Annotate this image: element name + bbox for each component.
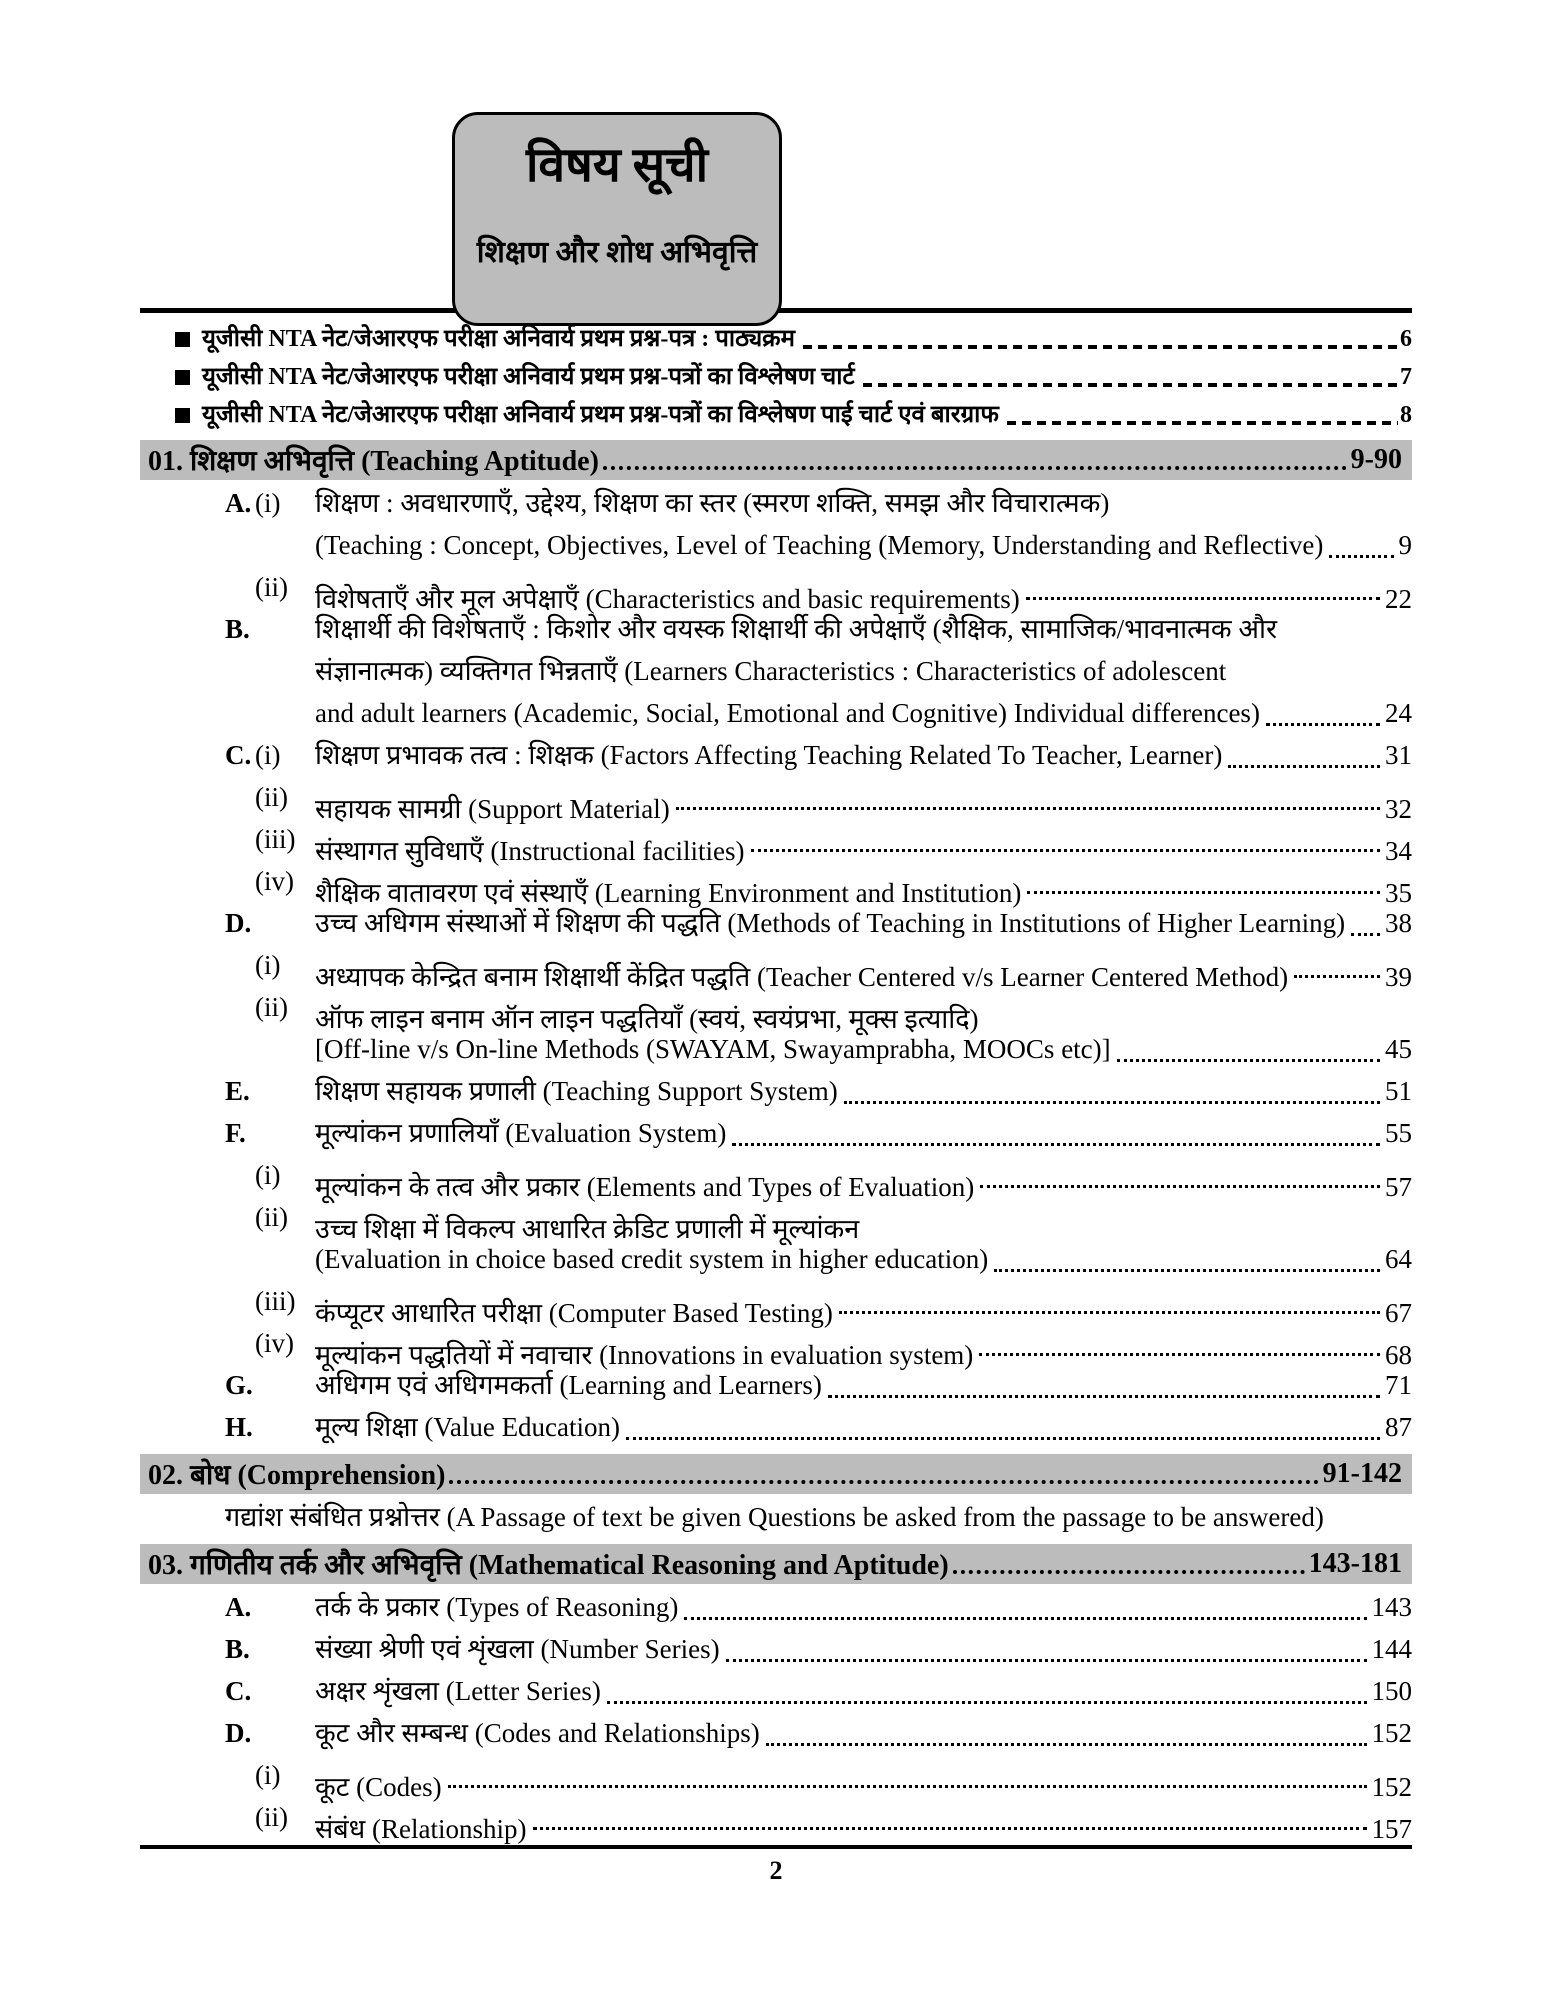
page-ref: 144	[1371, 1634, 1412, 1664]
dot-leader	[844, 1101, 1380, 1104]
item-label-letter	[225, 1280, 255, 1322]
section-page-range: 143-181	[1308, 1548, 1402, 1579]
dash-leader	[863, 383, 1398, 387]
item-label	[225, 1070, 315, 1112]
dot-leader	[607, 1701, 1367, 1704]
page-subtitle: शिक्षण और शोध अभिवृत्ति	[476, 236, 758, 269]
dot-leader	[953, 1570, 1305, 1574]
item-label-letter	[225, 776, 255, 818]
dot-leader	[828, 1395, 1380, 1398]
item-label-letter	[225, 1796, 255, 1838]
toc-item-row	[140, 1586, 1412, 1628]
dot-leader	[676, 807, 1380, 810]
page-ref: 24	[1385, 698, 1412, 728]
item-label	[225, 1196, 315, 1238]
item-label	[225, 482, 315, 524]
item-text: (Evaluation in choice based credit system in higher education)	[315, 1244, 989, 1274]
dot-leader	[1027, 891, 1380, 894]
item-text: (Teaching : Concept, Objectives, Level of Teaching (Memory, Understanding and Reflective)	[315, 530, 1324, 560]
item-label-roman: (i)	[255, 488, 281, 518]
dot-leader	[1329, 555, 1393, 558]
dot-leader	[1266, 723, 1380, 726]
dot-leader	[448, 1785, 1367, 1788]
item-label-letter: D.	[225, 908, 252, 938]
toc-item-row	[140, 1238, 1412, 1280]
item-label	[225, 776, 315, 818]
item-label-letter: C.	[225, 1676, 252, 1706]
dot-leader	[533, 1827, 1367, 1830]
dot-leader	[994, 1269, 1380, 1272]
toc-item-row	[140, 1628, 1412, 1670]
item-label-letter: E.	[225, 1076, 250, 1106]
section-heading-bar	[140, 1544, 1412, 1584]
item-label	[225, 608, 315, 650]
dot-leader	[1228, 765, 1380, 768]
item-label-letter	[225, 986, 255, 1028]
toc-item-row	[140, 692, 1412, 734]
intro-item-row	[140, 396, 1412, 434]
section-heading-text: 02. बोध (Comprehension)	[148, 1460, 446, 1491]
dot-leader	[766, 1743, 1367, 1746]
page-ref: 152	[1371, 1718, 1412, 1748]
page-ref: 57	[1385, 1172, 1412, 1202]
bullet-square-icon	[175, 408, 190, 423]
item-text: शिक्षार्थी की विशेषताएँ : किशोर और वयस्क शिक्षार्थी की अपेक्षाएँ (शैक्षिक, सामाजिक/भावनात्मक और	[315, 614, 1278, 644]
dot-leader	[726, 1659, 1367, 1662]
item-label-letter: H.	[225, 1412, 253, 1442]
item-label	[225, 566, 315, 608]
item-text: शिक्षण : अवधारणाएँ, उद्देश्य, शिक्षण का स्तर (स्मरण शक्ति, समझ और विचारात्मक)	[315, 488, 1110, 518]
title-box	[452, 112, 782, 326]
item-text: कंप्यूटर आधारित परीक्षा (Computer Based Testing)	[315, 1298, 833, 1328]
page-ref: 32	[1385, 794, 1412, 824]
dash-leader	[803, 345, 1398, 349]
item-label	[225, 1364, 315, 1406]
toc-item-row	[140, 944, 1412, 992]
item-text: मूल्यांकन प्रणालियाँ (Evaluation System)	[315, 1118, 727, 1148]
item-label	[225, 1586, 315, 1628]
item-label	[225, 1712, 315, 1754]
page-ref: 45	[1385, 1034, 1412, 1064]
dot-leader	[626, 1437, 1380, 1440]
dot-leader	[1294, 975, 1380, 978]
item-label-roman: (ii)	[255, 572, 288, 602]
item-label-roman: (iii)	[255, 1286, 296, 1316]
toc-item-row	[140, 1112, 1412, 1154]
section-heading-bar	[140, 440, 1412, 480]
item-text: अध्यापक केन्द्रित बनाम शिक्षार्थी केंद्रित पद्धति (Teacher Centered v/s Learner Centered Method)	[315, 962, 1289, 992]
item-label	[225, 1112, 315, 1154]
toc-item-row	[140, 650, 1412, 692]
item-label-letter: A.	[225, 488, 252, 518]
item-label-letter: C.	[225, 740, 252, 770]
item-label-letter: A.	[225, 1592, 252, 1622]
page-ref: 7	[1400, 364, 1412, 390]
item-label	[225, 1754, 315, 1796]
item-label-roman: (ii)	[255, 1202, 288, 1232]
page-ref: 9	[1398, 530, 1412, 560]
item-label-letter: G.	[225, 1370, 253, 1400]
item-text: सहायक सामग्री (Support Material)	[315, 794, 670, 824]
bullet-square-icon	[175, 370, 190, 385]
toc-item-row	[140, 1364, 1412, 1406]
dot-leader	[449, 1480, 1318, 1484]
item-label	[225, 1670, 315, 1712]
page-ref: 55	[1385, 1118, 1412, 1148]
page-ref: 6	[1400, 326, 1412, 352]
dot-leader	[732, 1143, 1380, 1146]
toc-item-row	[140, 608, 1412, 650]
dot-leader	[684, 1617, 1366, 1620]
page-ref: 64	[1385, 1244, 1412, 1274]
page-ref: 68	[1385, 1340, 1412, 1370]
page-ref: 39	[1385, 962, 1412, 992]
item-text: कूट (Codes)	[315, 1772, 442, 1802]
item-text: कूट और सम्बन्ध (Codes and Relationships)	[315, 1718, 760, 1748]
intro-item-text: यूजीसी NTA नेट/जेआरएफ परीक्षा अनिवार्य प्रथम प्रश्न-पत्र : पाठ्यक्रम	[202, 326, 795, 352]
item-label-roman: (iv)	[255, 1328, 294, 1358]
item-label-letter	[225, 860, 255, 902]
item-label-roman: (iv)	[255, 866, 294, 896]
item-label-letter	[225, 1154, 255, 1196]
item-label-letter	[225, 1196, 255, 1238]
page-ref: 35	[1385, 878, 1412, 908]
item-label	[225, 734, 315, 776]
section-page-range: 91-142	[1322, 1458, 1402, 1489]
dot-leader	[980, 1185, 1380, 1188]
item-text: अक्षर शृंखला (Letter Series)	[315, 1676, 601, 1706]
item-text: शिक्षण प्रभावक तत्व : शिक्षक (Factors Affecting Teaching Related To Teacher, Learner)	[315, 740, 1223, 770]
item-text: संस्थागत सुविधाएँ (Instructional facilities)	[315, 836, 745, 866]
page-ref: 31	[1385, 740, 1412, 770]
toc-item-row	[140, 524, 1412, 566]
item-text: उच्च अधिगम संस्थाओं में शिक्षण की पद्धति (Methods of Teaching in Institutions of Higher Learning)	[315, 908, 1346, 938]
toc-item-row	[140, 1496, 1412, 1538]
item-label	[225, 1796, 315, 1838]
intro-item-text: यूजीसी NTA नेट/जेआरएफ परीक्षा अनिवार्य प्रथम प्रश्न-पत्रों का विश्लेषण पाई चार्ट एवं बारग्राफ	[202, 402, 999, 428]
item-text: and adult learners (Academic, Social, Emotional and Cognitive) Individual differences)	[315, 698, 1260, 728]
item-text: शैक्षिक वातावरण एवं संस्थाएँ (Learning Environment and Institution)	[315, 878, 1022, 908]
item-text: अधिगम एवं अधिगमकर्ता (Learning and Learners)	[315, 1370, 822, 1400]
page-ref: 67	[1385, 1298, 1412, 1328]
item-label	[225, 1406, 315, 1448]
toc-item-row	[140, 1154, 1412, 1202]
page-ref: 38	[1385, 908, 1412, 938]
item-text: गद्यांश संबंधित प्रश्नोत्तर (A Passage of text be given Questions be asked from the passage to be answered)	[225, 1502, 1324, 1532]
toc-item-row	[140, 734, 1412, 776]
page-ref: 34	[1385, 836, 1412, 866]
item-label-letter	[225, 1322, 255, 1364]
dot-leader	[1351, 933, 1380, 936]
item-label	[225, 902, 315, 944]
page-ref: 8	[1400, 402, 1412, 428]
bullet-square-icon	[175, 332, 190, 347]
toc-item-row	[140, 1406, 1412, 1448]
item-label	[225, 944, 315, 986]
item-text: संज्ञानात्मक) व्यक्तिगत भिन्नताएँ (Learners Characteristics : Characteristics of adolescent	[315, 656, 1227, 686]
item-label	[225, 1280, 315, 1322]
item-label-roman: (i)	[255, 740, 281, 770]
item-label-roman: (iii)	[255, 824, 296, 854]
item-label-roman: (ii)	[255, 992, 288, 1022]
intro-item-text: यूजीसी NTA नेट/जेआरएफ परीक्षा अनिवार्य प्रथम प्रश्न-पत्रों का विश्लेषण चार्ट	[202, 364, 855, 390]
item-label	[225, 1154, 315, 1196]
item-label-letter	[225, 944, 255, 986]
page-ref: 22	[1385, 584, 1412, 614]
dot-leader	[839, 1311, 1380, 1314]
item-text: [Off-line v/s On-line Methods (SWAYAM, Swayamprabha, MOOCs etc)]	[315, 1034, 1111, 1064]
item-label-letter: F.	[225, 1118, 246, 1148]
item-label-letter	[225, 566, 255, 608]
toc-item-row	[140, 902, 1412, 944]
page-ref: 157	[1371, 1814, 1412, 1844]
item-label	[225, 860, 315, 902]
section-heading-text: 01. शिक्षण अभिवृत्ति (Teaching Aptitude)	[148, 446, 599, 477]
item-label-roman: (i)	[255, 1760, 281, 1790]
item-label-roman: (ii)	[255, 782, 288, 812]
item-label-letter: B.	[225, 614, 250, 644]
item-label-roman: (i)	[255, 950, 281, 980]
toc-item-row	[140, 566, 1412, 614]
section-heading-bar	[140, 1454, 1412, 1494]
toc-item-row	[140, 1280, 1412, 1328]
item-text: संख्या श्रेणी एवं शृंखला (Number Series)	[315, 1634, 720, 1664]
toc-item-row	[140, 1712, 1412, 1754]
page-ref: 51	[1385, 1076, 1412, 1106]
item-label-letter	[225, 818, 255, 860]
page-ref: 152	[1371, 1772, 1412, 1802]
page-title: विषय सूची	[525, 139, 709, 192]
item-text: तर्क के प्रकार (Types of Reasoning)	[315, 1592, 679, 1622]
intro-item-row	[140, 320, 1412, 358]
item-label-letter	[225, 1754, 255, 1796]
item-text: उच्च शिक्षा में विकल्प आधारित क्रेडिट प्रणाली में मूल्यांकन	[315, 1214, 860, 1244]
dot-leader	[1026, 597, 1380, 600]
page-ref: 143	[1371, 1592, 1412, 1622]
toc-item-row	[140, 1670, 1412, 1712]
toc-item-row	[140, 482, 1412, 524]
intro-item-row	[140, 358, 1412, 396]
item-text: विशेषताएँ और मूल अपेक्षाएँ (Characteristics and basic requirements)	[315, 584, 1020, 614]
item-label	[225, 818, 315, 860]
page-ref: 87	[1385, 1412, 1412, 1442]
page-ref: 150	[1371, 1676, 1412, 1706]
item-text: मूल्य शिक्षा (Value Education)	[315, 1412, 621, 1442]
item-label-letter: B.	[225, 1634, 250, 1664]
item-text: मूल्यांकन के तत्व और प्रकार (Elements and Types of Evaluation)	[315, 1172, 975, 1202]
section-heading-text: 03. गणितीय तर्क और अभिवृत्ति (Mathematical Reasoning and Aptitude)	[148, 1550, 949, 1581]
dot-leader	[603, 466, 1347, 470]
item-text: शिक्षण सहायक प्रणाली (Teaching Support System)	[315, 1076, 838, 1106]
dot-leader	[979, 1353, 1380, 1356]
dot-leader	[1117, 1059, 1380, 1062]
item-label-roman: (i)	[255, 1160, 281, 1190]
item-label-letter: D.	[225, 1718, 252, 1748]
item-label	[225, 1322, 315, 1364]
page-ref: 71	[1385, 1370, 1412, 1400]
section-page-range: 9-90	[1350, 444, 1402, 475]
page-number: 2	[769, 1856, 783, 1885]
item-label-roman: (ii)	[255, 1802, 288, 1832]
toc-item-row	[140, 1070, 1412, 1112]
dot-leader	[751, 849, 1381, 852]
item-label	[225, 986, 315, 1028]
toc-item-row	[140, 1754, 1412, 1802]
dash-leader	[1007, 421, 1398, 425]
toc-content	[140, 320, 1412, 1844]
item-text: संबंध (Relationship)	[315, 1814, 527, 1844]
toc-item-row	[140, 776, 1412, 824]
item-text: मूल्यांकन पद्धतियों में नवाचार (Innovations in evaluation system)	[315, 1340, 974, 1370]
item-label	[225, 1628, 315, 1670]
toc-item-row	[140, 1028, 1412, 1070]
item-text: ऑफ लाइन बनाम ऑन लाइन पद्धतियाँ (स्वयं, स्वयंप्रभा, मूक्स इत्यादि)	[315, 1004, 979, 1034]
